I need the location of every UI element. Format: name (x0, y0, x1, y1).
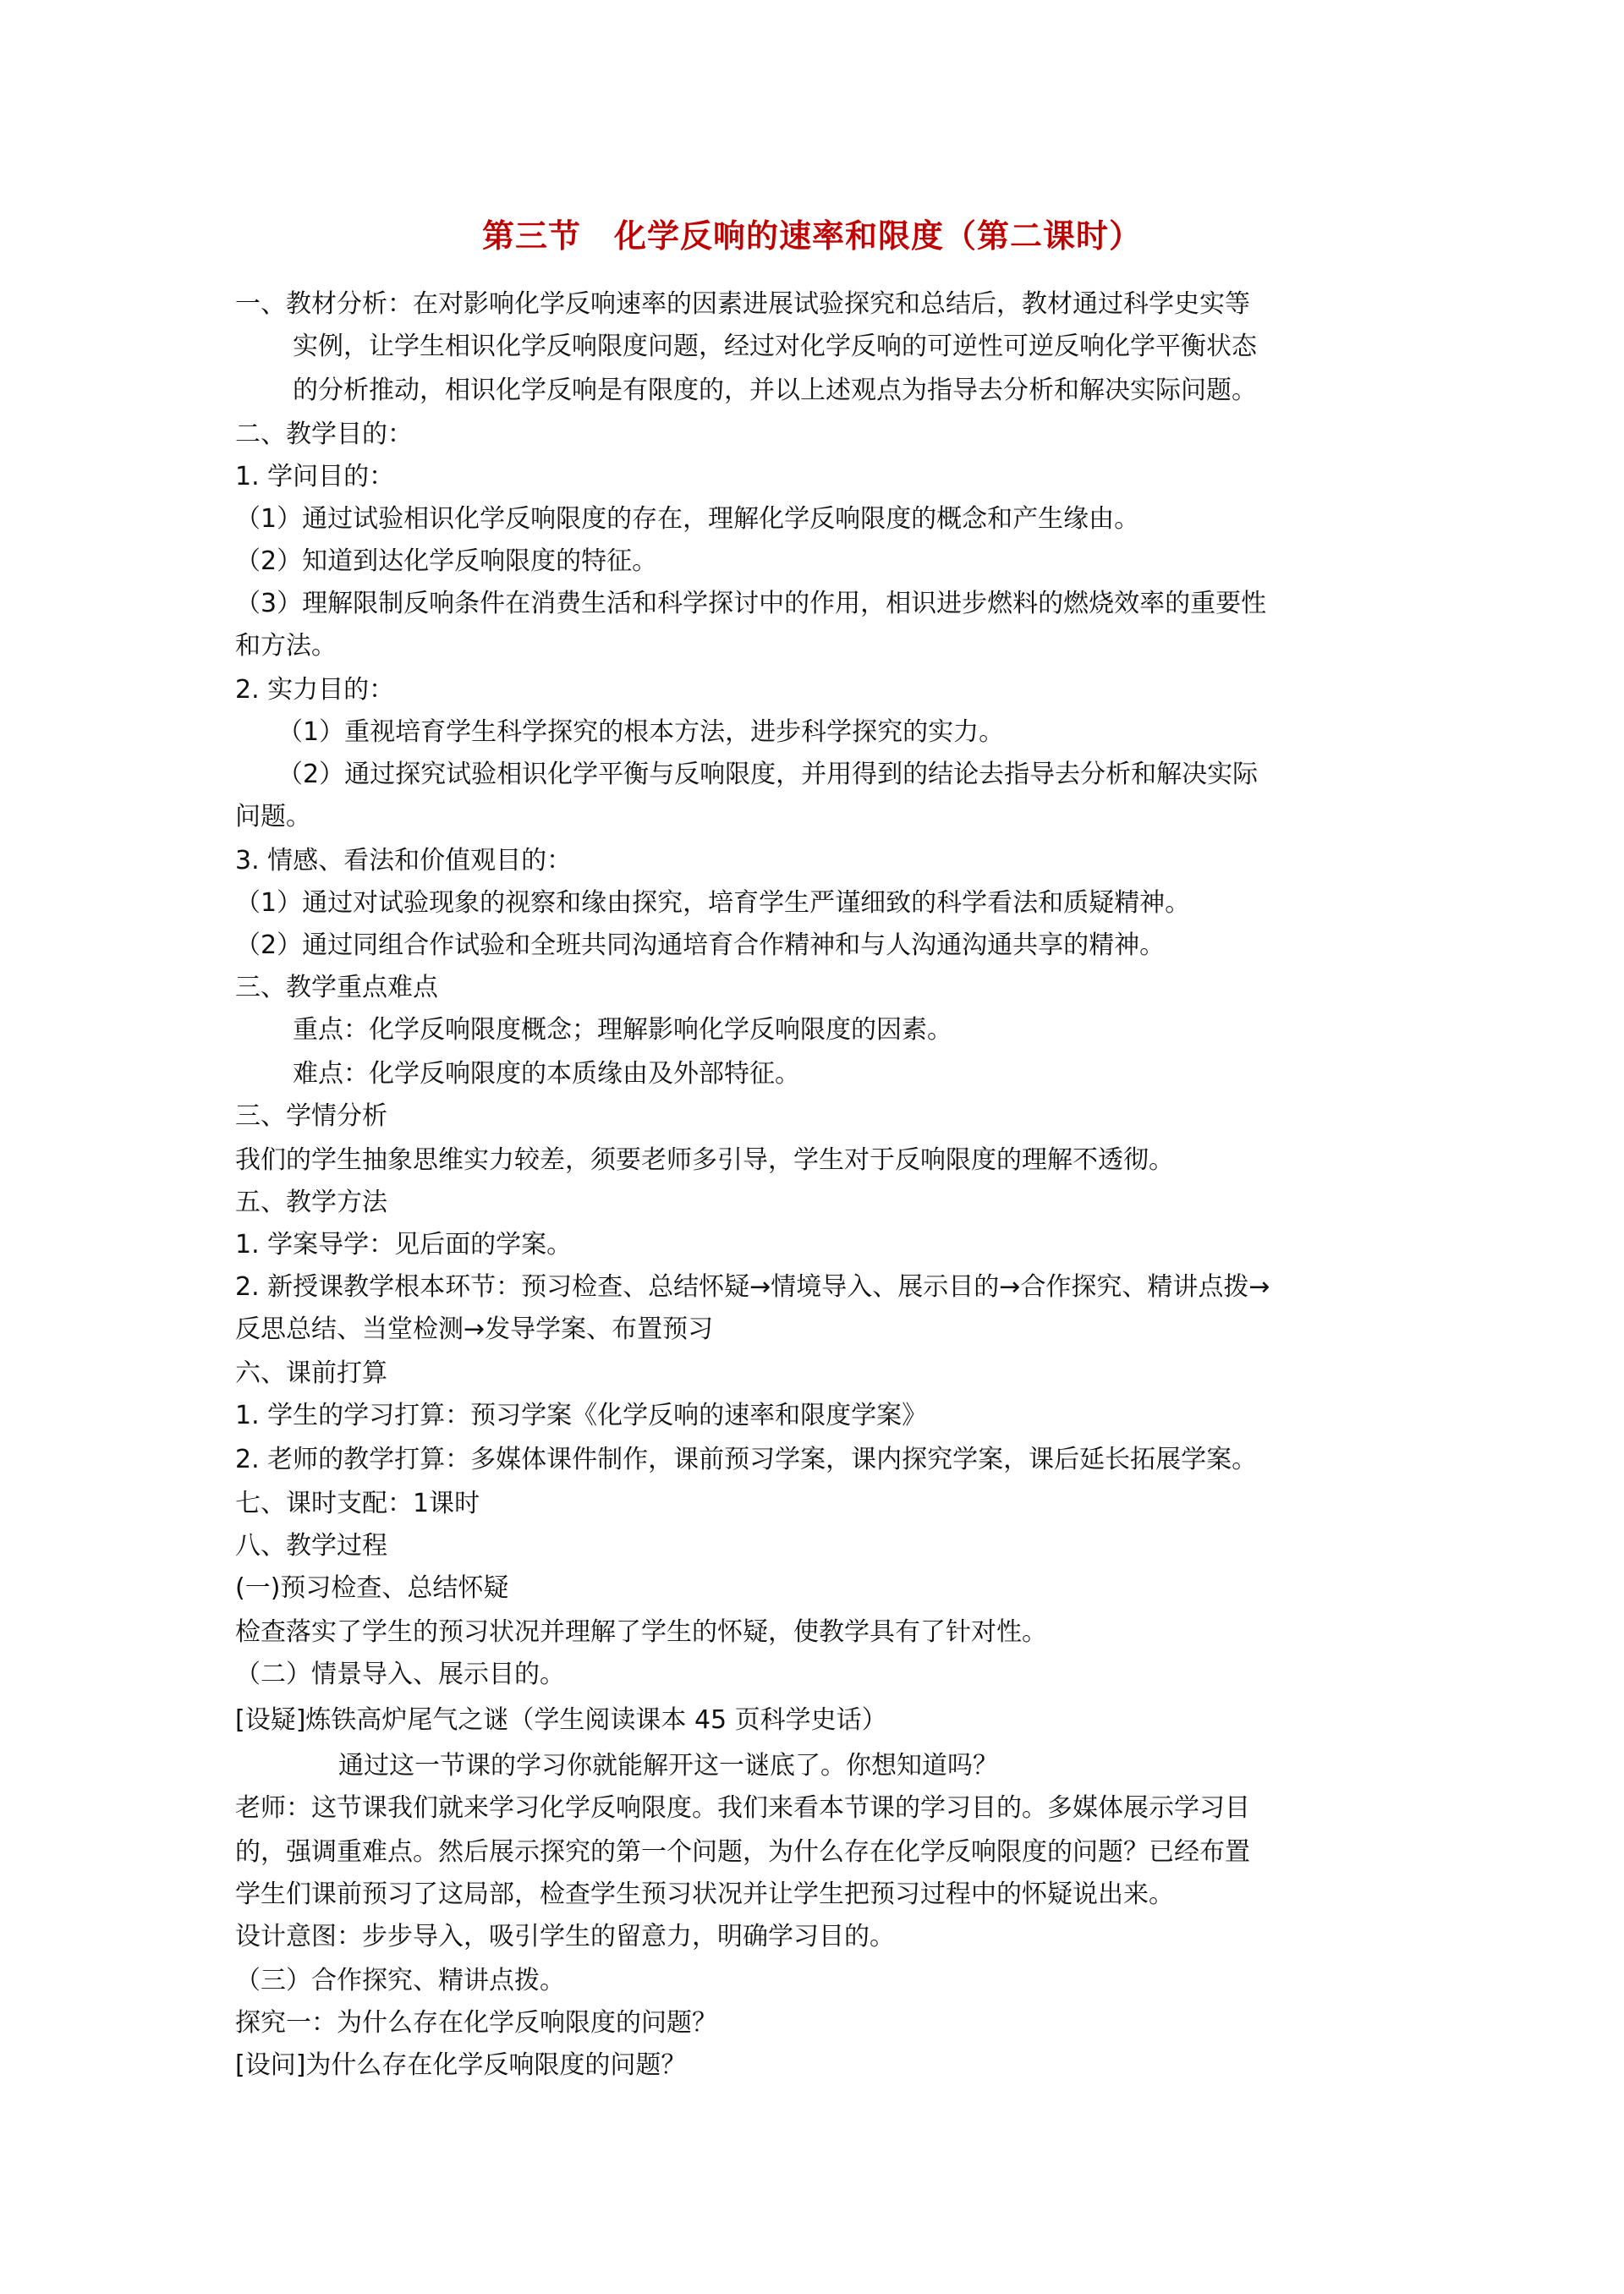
text-line: 难点：化学反响限度的本质缘由及外部特征。 (293, 1059, 800, 1089)
text-line: [设问]为什么存在化学反响限度的问题？ (235, 2050, 687, 2080)
text-line: 的，强调重难点。然后展示探究的第一个问题，为什么存在化学反响限度的问题？已经布置 (235, 1837, 1250, 1867)
text-line: 1. 学问目的： (235, 462, 395, 491)
text-line: 通过这一节课的学习你就能解开这一谜底了。你想知道吗？ (338, 1751, 998, 1781)
text-line: （2）通过同组合作试验和全班共同沟通培育合作精神和与人沟通沟通共享的精神。 (235, 930, 1166, 960)
text-line: 五、教学方法 (235, 1188, 387, 1217)
text-line: 学生们课前预习了这局部，检查学生预习状况并让学生把预习过程中的怀疑说出来。 (235, 1880, 1174, 1909)
page-title: 第三节 化学反响的速率和限度（第二课时） (481, 217, 1142, 255)
text-line: 重点：化学反响限度概念；理解影响化学反响限度的因素。 (293, 1015, 952, 1045)
text-line: （2）通过探究试验相识化学平衡与反响限度，并用得到的结论去指导去分析和解决实际 (277, 760, 1259, 789)
text-line: 六、课前打算 (235, 1358, 387, 1388)
text-line: 3. 情感、看法和价值观目的： (235, 846, 573, 875)
text-line: 检查落实了学生的预习状况并理解了学生的怀疑，使教学具有了针对性。 (235, 1617, 1047, 1647)
text-line: 实例，让学生相识化学反响限度问题，经过对化学反响的可逆性可逆反响化学平衡状态 (293, 332, 1257, 361)
text-line: 和方法。 (235, 631, 337, 661)
text-line: 2. 新授课教学根本环节：预习检查、总结怀疑→情境导入、展示目的→合作探究、精讲点拨→ (235, 1272, 1270, 1302)
text-line: （2）知道到达化学反响限度的特征。 (235, 546, 658, 576)
text-line: (一)预习检查、总结怀疑 (235, 1573, 509, 1603)
text-line: 的分析推动，相识化学反响是有限度的，并以上述观点为指导去分析和解决实际问题。 (293, 376, 1257, 405)
text-line: 七、课时支配：1课时 (235, 1489, 480, 1518)
text-line: 问题。 (235, 802, 311, 831)
text-line: （1）通过试验相识化学反响限度的存在，理解化学反响限度的概念和产生缘由。 (235, 504, 1140, 534)
text-line: 一、教材分析：在对影响化学反响速率的因素进展试验探究和总结后，教材通过科学史实等 (235, 289, 1250, 319)
text-line: 1. 学生的学习打算：预习学案《化学反响的速率和限度学案》 (235, 1401, 928, 1430)
text-line: （3）理解限制反响条件在消费生活和科学探讨中的作用，相识进步燃料的燃烧效率的重要性 (235, 589, 1267, 618)
text-line: 2. 老师的教学打算：多媒体课件制作，课前预习学案，课内探究学案，课后延长拓展学案。 (235, 1445, 1258, 1474)
text-line: 我们的学生抽象思维实力较差，须要老师多引导，学生对于反响限度的理解不透彻。 (235, 1145, 1174, 1175)
text-line: 设计意图：步步导入，吸引学生的留意力，明确学习目的。 (235, 1922, 895, 1951)
text-line: 2. 实力目的： (235, 675, 395, 705)
text-line: 八、教学过程 (235, 1531, 387, 1561)
text-line: 三、教学重点难点 (235, 973, 438, 1002)
text-line: （1）重视培育学生科学探究的根本方法，进步科学探究的实力。 (277, 717, 1005, 747)
text-line: 三、学情分析 (235, 1101, 387, 1131)
text-line: 探究一：为什么存在化学反响限度的问题？ (235, 2008, 717, 2038)
text-line: 1. 学案导学：见后面的学案。 (235, 1230, 573, 1260)
text-line: 老师：这节课我们就来学习化学反响限度。我们来看本节课的学习目的。多媒体展示学习目 (235, 1793, 1250, 1823)
text-line: （1）通过对试验现象的视察和缘由探究，培育学生严谨细致的科学看法和质疑精神。 (235, 888, 1191, 918)
text-line: 反思总结、当堂检测→发导学案、布置预习 (235, 1314, 714, 1344)
text-line: 二、教学目的： (235, 420, 413, 449)
text-line: （三）合作探究、精讲点拨。 (235, 1966, 565, 1995)
text-line: [设疑]炼铁高炉尾气之谜（学生阅读课本 45 页科学史话） (235, 1705, 887, 1735)
text-line: （二）情景导入、展示目的。 (235, 1660, 565, 1689)
